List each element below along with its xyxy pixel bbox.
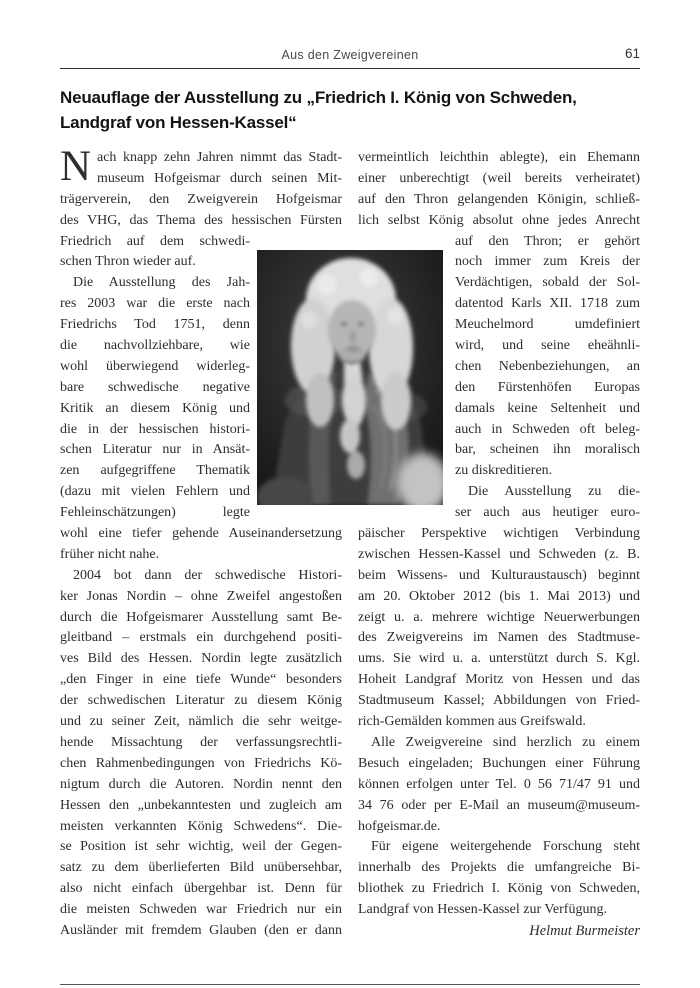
portrait-painting-svg bbox=[257, 250, 443, 505]
text-line: die nachvollziehbare, wie bbox=[60, 338, 250, 354]
text-line: die meisten Schweden war Friedrich nur ein bbox=[60, 902, 342, 918]
text-line: 34 76 oder per E-Mail an museum@museum- bbox=[358, 797, 640, 813]
text-line: ves Bild des Hessen. Nordin legte zusätzlich bbox=[60, 651, 342, 667]
page-number: 61 bbox=[624, 46, 640, 61]
text-line: Meuchelmord umdefiniert bbox=[455, 317, 640, 333]
text-line: datentod Karls XII. 1718 zum bbox=[455, 296, 640, 312]
text-line: „den Finger in eine tiefe Wunde“ besonders bbox=[60, 672, 342, 688]
text-line: päischer Perspektive wichtigen Verbindung bbox=[358, 526, 640, 542]
text-line: auf den Thron gelangenden Königin, schließ- bbox=[358, 191, 640, 207]
footer-rule bbox=[60, 984, 640, 985]
text-line: Kritik an diesem König und bbox=[60, 400, 250, 416]
text-line: des Zweigvereins im Namen des Stadtmuse- bbox=[358, 630, 640, 646]
right-column-wide-bottom bbox=[358, 524, 640, 921]
text-line: zwischen Hessen-Kassel und Schweden (z. B. bbox=[358, 546, 640, 562]
text-line: chen Nebenbeziehungen, an bbox=[455, 358, 640, 374]
text-line: noch immer zum Kreis der bbox=[455, 254, 640, 270]
text-line: ums. Sie wird u. a. unterstützt durch S. Kgl. bbox=[358, 651, 640, 667]
text-line: Besuch eingeladen; Buchungen einer Führung bbox=[358, 755, 640, 771]
article-title-line1: Neuauflage der Ausstellung zu „Friedrich I. König von Schweden, bbox=[60, 88, 577, 107]
text-line: Die Ausstellung des Jah- bbox=[73, 275, 250, 291]
text-line: lich selbst König absolut ohne jedes Anrecht bbox=[358, 212, 640, 228]
text-line: bliothek zu Friedrich I. König von Schweden, bbox=[358, 881, 640, 897]
text-line: nigtum durch die Autoren. Nordin nennt den bbox=[60, 776, 342, 792]
text-line: ser auch aus heutiger euro- bbox=[455, 505, 640, 521]
right-column-wide-top bbox=[358, 148, 640, 232]
text-line: Alle Zweigvereine sind herzlich zu einem bbox=[371, 734, 640, 750]
text-line: beim Wissens- und Kulturaustausch) beginnt bbox=[358, 567, 640, 583]
text-line: Friedrichs Tod 1751, denn bbox=[60, 317, 250, 333]
text-line: Friedrich auf dem schwedi- bbox=[60, 233, 250, 249]
text-line: zeigt u. a. mehrere wichtige Neuerwerbungen bbox=[358, 609, 640, 625]
text-line: die in der hessischen histori- bbox=[60, 421, 250, 437]
text-line: damals keine Seltenheit und bbox=[455, 400, 640, 416]
text-line: zu diskreditieren. bbox=[455, 463, 553, 479]
text-line: und zu seiner Zeit, nämlich die sehr weitge- bbox=[60, 714, 342, 730]
header-rule bbox=[60, 68, 640, 69]
article-title-line2: Landgraf von Hessen-Kassel“ bbox=[60, 112, 297, 132]
author-signature: Helmut Burmeister bbox=[529, 922, 640, 939]
text-line: am 20. Oktober 2012 (bis 1. Mai 2013) und bbox=[358, 588, 640, 604]
text-line: des VHG, das Thema des hessischen Fürsten bbox=[60, 212, 342, 228]
text-line: durch die Hofgeismarer Ausstellung samt Be- bbox=[60, 609, 342, 625]
text-line: Die Ausstellung zu die- bbox=[468, 484, 640, 500]
text-line: bare schwedische negative bbox=[60, 379, 250, 395]
text-line: museum Hofgeismar durch seinen Mit- bbox=[97, 170, 342, 186]
left-column-narrow bbox=[60, 232, 250, 524]
portrait-image bbox=[257, 250, 443, 505]
text-line: auch in Schweden oft beleg- bbox=[455, 421, 640, 437]
text-line: früher nicht nahe. bbox=[60, 546, 160, 562]
right-column-narrow bbox=[455, 232, 640, 524]
text-line: schen Literatur nur in Ansät- bbox=[60, 442, 250, 458]
text-line: hofgeismar.de. bbox=[358, 818, 441, 834]
text-line: auf den Thron; er gehört bbox=[455, 233, 640, 249]
text-line: innerhalb des Projekts die umfangreiche Bi- bbox=[358, 860, 640, 876]
text-line: Fehleinschätzungen) legte bbox=[60, 505, 250, 521]
text-line: satz zu dem überlieferten Bild unübersehbar, bbox=[60, 860, 342, 876]
text-line: wohl überwiegend widerleg- bbox=[60, 358, 250, 374]
text-line: bar, scheinen ihn moralisch bbox=[455, 442, 640, 458]
text-line: chen Rahmenbedingungen von Friedrichs Kö- bbox=[60, 755, 342, 771]
text-line: hende Missachtung der verfassungsrechtli- bbox=[60, 734, 342, 750]
text-line: den Fürstenhöfen Europas bbox=[455, 379, 640, 395]
text-line: meisten verkannten König Schwedens“. Die- bbox=[60, 818, 342, 834]
text-line: können erfolgen unter Tel. 0 56 71/47 91 und bbox=[358, 776, 640, 792]
text-line: Stadtmuseum Kassel; Abbildungen von Fried- bbox=[358, 693, 640, 709]
text-line: Für eigene weitergehende Forschung steht bbox=[371, 839, 640, 855]
text-line: wohl eine tiefer gehende Auseinandersetzung bbox=[60, 526, 342, 542]
text-line: res 2003 war die erste nach bbox=[60, 296, 250, 312]
text-line: (dazu mit vielen Fehlern und bbox=[60, 484, 250, 500]
text-line: Landgraf von Hessen-Kassel zur Verfügung. bbox=[358, 902, 607, 918]
running-head: Aus den Zweigvereinen bbox=[281, 48, 419, 62]
text-line: 2004 bot dann der schwedische Histori- bbox=[73, 567, 342, 583]
text-line: se Position ist sehr wichtig, weil der Gegen- bbox=[60, 839, 342, 855]
text-line: Ausländer mit fremdem Glauben (den er dann bbox=[60, 922, 342, 938]
text-line: Verdächtigen, sobald der Sol- bbox=[455, 275, 640, 291]
text-line: Hoheit Landgraf Moritz von Hessen und das bbox=[358, 672, 640, 688]
text-line: also nicht einfach übergehbar ist. Denn für bbox=[60, 881, 342, 897]
text-line: wird, und seine eheähnli- bbox=[455, 338, 640, 354]
left-column-wide-top bbox=[60, 148, 342, 232]
text-line: trägerverein, den Zweigverein Hofgeismar bbox=[60, 191, 342, 207]
text-line: zen aufgegriffene Thematik bbox=[60, 463, 250, 479]
text-line: schen Thron wieder auf. bbox=[60, 254, 196, 270]
left-column-wide-bottom bbox=[60, 524, 342, 942]
text-line: rich-Gemälden kommen aus Greifswald. bbox=[358, 714, 586, 730]
text-line: einer unberechtigt (weil bereits verheiratet) bbox=[358, 170, 640, 186]
text-line: ker Jonas Nordin – ohne Zweifel angestoßen bbox=[60, 588, 342, 604]
drop-cap: N bbox=[60, 143, 92, 190]
text-line: gleitband – erstmals ein durchgehend positi- bbox=[60, 630, 342, 646]
text-line: Hessen den „unbekanntesten und zugleich am bbox=[60, 797, 342, 813]
text-line: ach knapp zehn Jahren nimmt das Stadt- bbox=[97, 150, 342, 165]
article-title bbox=[60, 86, 646, 135]
text-line: der schwedischen Literatur zu diesem König bbox=[60, 693, 342, 709]
text-line: vermeintlich leichthin ablegte), ein Ehemann bbox=[358, 150, 640, 165]
